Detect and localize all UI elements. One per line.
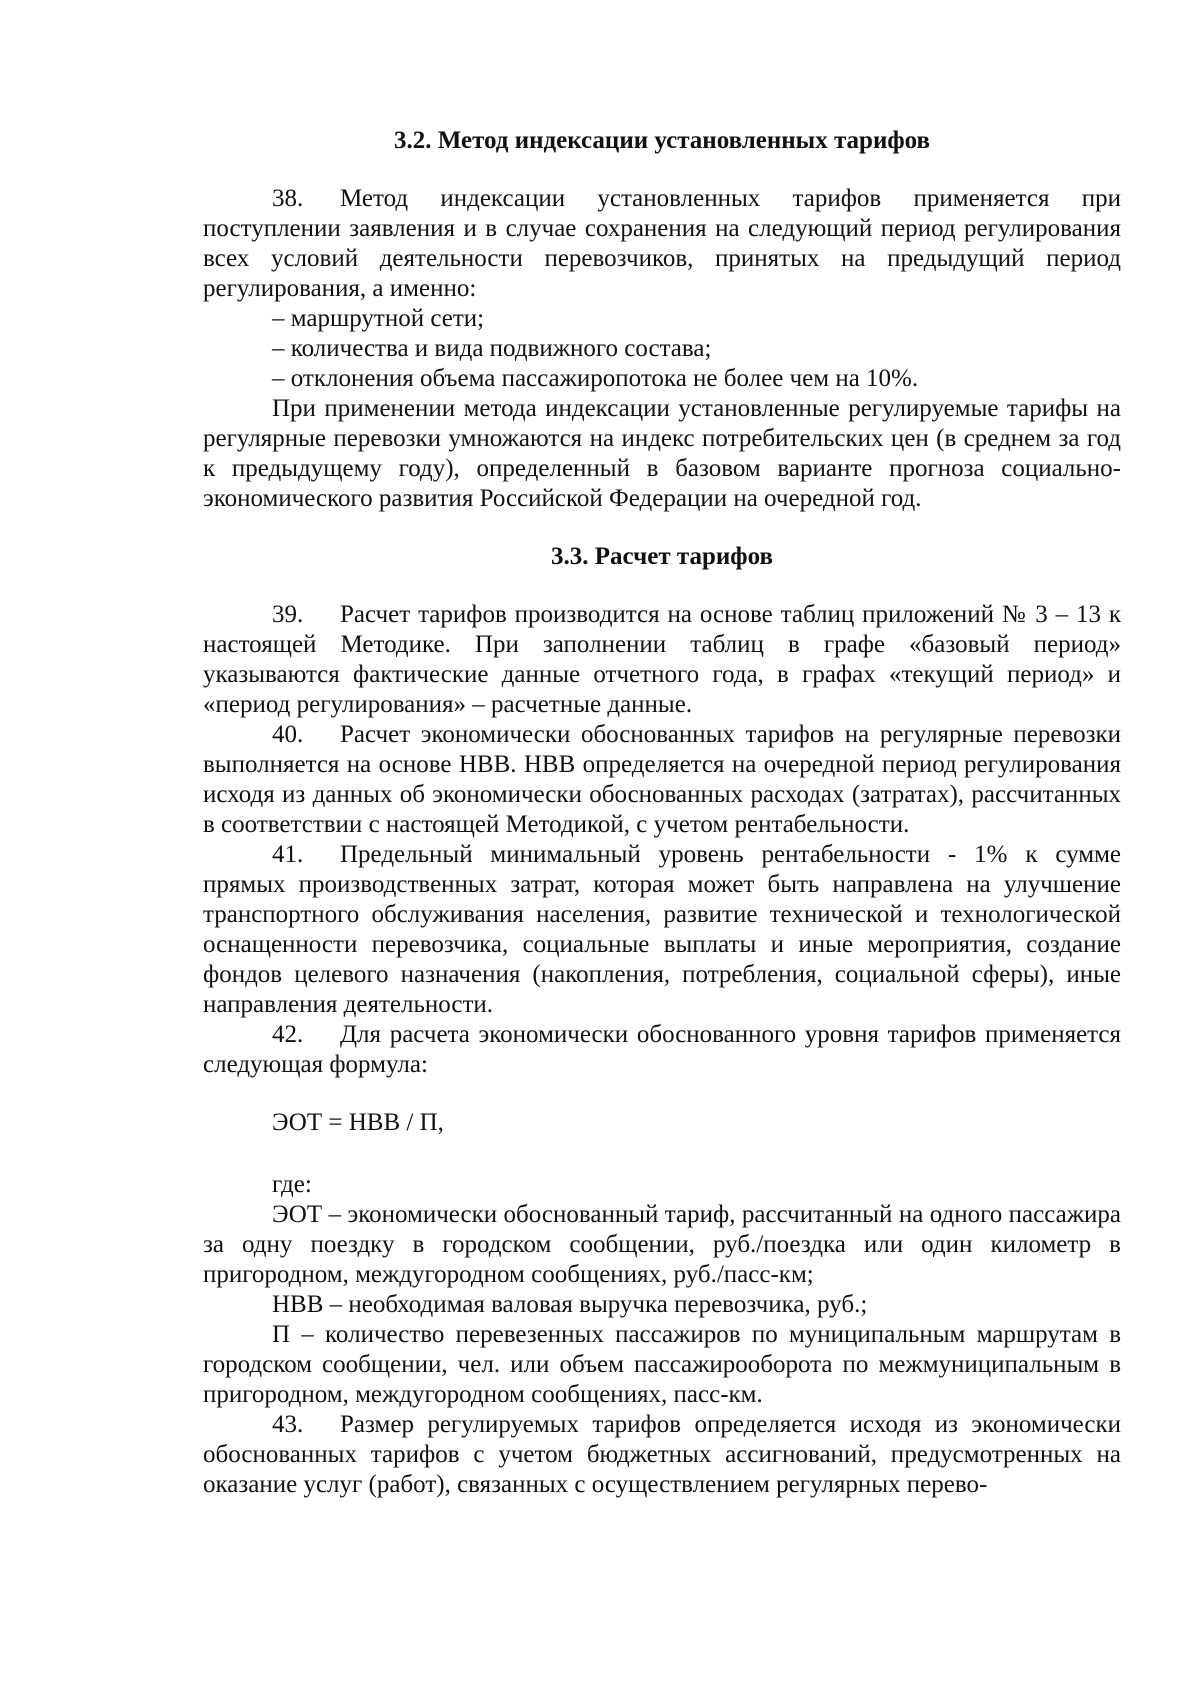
paragraph-text: Расчет экономически обоснованных тарифов на регулярные перевозки выполняется на основе НВВ. НВВ определяется на очередной период регулирования исходя из данных об экономически обоснованных расходах (затратах), рассчитанных в соответствии с настоящей Методикой, с учетом рентабельности.	[203, 721, 1121, 838]
paragraph-43	[203, 1410, 1121, 1500]
paragraph-number: 39.	[272, 601, 304, 628]
formula: ЭОТ = НВВ / П,	[272, 1109, 444, 1136]
paragraph-number: 42.	[272, 1021, 304, 1048]
section-3-3-title: 3.3. Расчет тарифов	[551, 543, 773, 570]
paragraph-text: Расчет тарифов производится на основе таблиц приложений № 3 – 13 к настоящей Методике. При заполнении таблиц в графе «базовый период» указываются фактические данные отчетного года, в графах «текущий период» и «период регулирования» – расчетные данные.	[203, 601, 1121, 718]
list-item: – количества и вида подвижного состава;	[272, 335, 712, 362]
paragraph-42	[203, 1020, 1121, 1080]
paragraph-number: 41.	[272, 841, 304, 868]
paragraph-text: Для расчета экономически обоснованного уровня тарифов применяется следующая формула:	[203, 1021, 1121, 1078]
definition-nvv: НВВ – необходимая валовая выручка перевозчика, руб.;	[272, 1291, 868, 1318]
section-3-2-title: 3.2. Метод индексации установленных тарифов	[393, 127, 931, 154]
paragraph-40	[203, 720, 1121, 840]
document-page	[203, 112, 1121, 1500]
paragraph-39	[203, 600, 1121, 720]
paragraph-41	[203, 840, 1121, 1020]
list-item: – отклонения объема пассажиропотока не более чем на 10%.	[272, 365, 919, 392]
paragraph-38	[203, 184, 1121, 304]
where-label: где:	[272, 1171, 312, 1198]
definition-eot: ЭОТ – экономически обоснованный тариф, рассчитанный на одного пассажира за одну поездку в городском сообщении, руб./поездка или один километр в пригородном, междугородном сообщениях, руб./пасс-км;	[203, 1201, 1121, 1288]
definition-p: П – количество перевезенных пассажиров по муниципальным маршрутам в городском сообщении, чел. или объем пассажирооборота по межмуниципальным в пригородном, междугородном сообщениях, пасс-км.	[203, 1321, 1121, 1408]
paragraph-text: Метод индексации установленных тарифов применяется при поступлении заявления и в случае сохранения на следующий период регулирования всех условий деятельности перевозчиков, принятых на предыдущий период регулирования, а именно:	[203, 185, 1121, 302]
paragraph-number: 40.	[272, 721, 304, 748]
list-item: – маршрутной сети;	[272, 305, 485, 332]
paragraph-number: 43.	[272, 1411, 304, 1438]
paragraph-number: 38.	[272, 185, 304, 212]
paragraph-text: Предельный минимальный уровень рентабельности - 1% к сумме прямых производственных затрат, которая может быть направлена на улучшение транспортного обслуживания населения, развитие технической и технологической оснащенности перевозчика, социальные выплаты и иные мероприятия, создание фондов целевого назначения (накопления, потребления, социальной сферы), иные направления деятельности.	[203, 841, 1121, 1018]
paragraph-text: Размер регулируемых тарифов определяется исходя из экономически обоснованных тарифов с учетом бюджетных ассигнований, предусмотренных на оказание услуг (работ), связанных с осуществлением регулярных перево-	[203, 1411, 1121, 1498]
paragraph-indexing: При применении метода индексации установленные регулируемые тарифы на регулярные перевозки умножаются на индекс потребительских цен (в среднем за год к предыдущему году), определенный в базовом варианте прогноза социально-экономического развития Российской Федерации на очередной год.	[203, 395, 1121, 512]
